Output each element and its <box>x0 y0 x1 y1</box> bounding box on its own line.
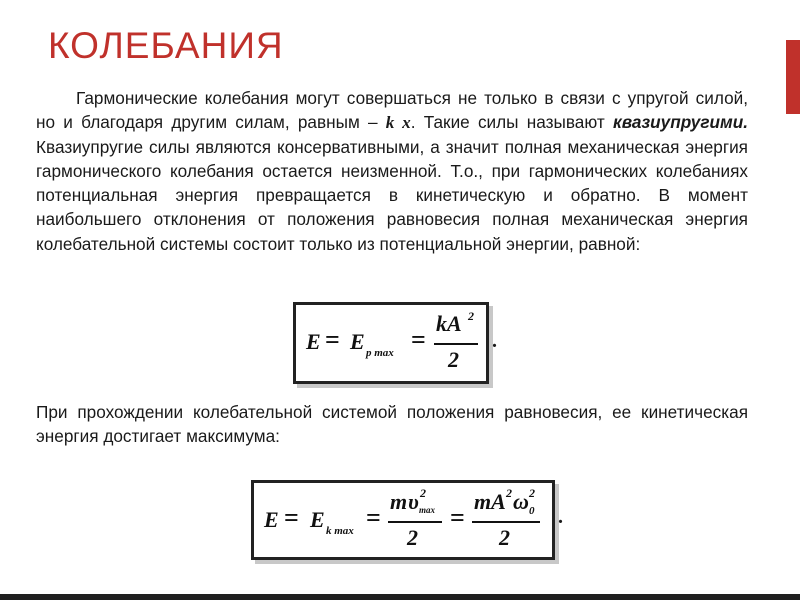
bottom-rule <box>0 594 800 600</box>
slide-title: КОЛЕБАНИЯ <box>48 25 284 66</box>
formula2-eq2: = <box>366 503 381 532</box>
formula2-eq3: = <box>450 503 465 532</box>
formula2-eq1: = <box>284 503 299 532</box>
formula1-ep-sub: p max <box>366 347 394 359</box>
formula2-num2-omega-sub: 0 <box>529 505 535 517</box>
formula2-fraction2-bar <box>472 521 540 523</box>
formula2-lhs: E <box>264 507 279 532</box>
formula1-ep: E <box>350 329 365 354</box>
formula1-eq1: = <box>325 325 340 354</box>
formula1-numerator-sup: 2 <box>468 309 474 323</box>
formula2-num1-sub: max <box>419 505 436 515</box>
paragraph-math-kx: k x <box>385 113 411 133</box>
formula2-num1-v: υ <box>408 489 419 514</box>
potential-energy-formula <box>293 302 489 384</box>
formula2-num1-sup: 2 <box>420 486 426 500</box>
paragraph-term-quasi-elastic: квазиупругими. <box>612 112 749 133</box>
formula2-num2-mA: mA <box>474 489 506 514</box>
formula1-denominator: 2 <box>448 347 459 372</box>
formula2-num2-omega: ω <box>513 489 529 514</box>
accent-bar <box>786 40 800 114</box>
paragraph-text-c: Квазиупругие силы являются консервативными, а значит полная механическая энергия гармонического колебания остается неизменной. Т.о., при гармонических колебаниях потенциальная энергия превращается в кинетическую и обратно. В момент наибольшего отклонения от положения равновесия полная механическая энергия колебательной системы состоит только из потенциальной энергии, равной: <box>36 137 748 254</box>
formula2-num2-omega-sup: 2 <box>529 486 535 500</box>
formula2-fraction1-bar <box>388 521 442 523</box>
formula1-fraction-bar <box>434 343 478 345</box>
formula2-den1: 2 <box>407 525 418 550</box>
paragraph-kinetic-energy: При прохождении колебательной системой положения равновесия, ее кинетическая энергия достигает максимума: <box>36 402 748 447</box>
formula1-eq2: = <box>411 325 426 354</box>
kinetic-energy-formula <box>251 480 555 560</box>
paragraph-text-a: Гармонические колебания могут совершаться не только в связи с упругой силой, но и благодаря другим силам, равным – <box>36 88 748 133</box>
formula1-lhs: E <box>306 329 321 354</box>
formula1-numerator: kA <box>436 311 462 336</box>
paragraph-harmonic-forces <box>36 86 748 256</box>
formula2-num1-m: m <box>390 489 408 514</box>
formula2-ek-sub: k max <box>326 525 354 537</box>
formula2-num2-A-sup: 2 <box>506 486 512 500</box>
formula2-ek: E <box>310 507 325 532</box>
formula1-trailing-dot: . <box>492 330 497 352</box>
formula2-trailing-dot: . <box>558 506 563 528</box>
paragraph-text-b: . Такие силы называют <box>410 112 613 133</box>
formula2-den2: 2 <box>499 525 510 550</box>
